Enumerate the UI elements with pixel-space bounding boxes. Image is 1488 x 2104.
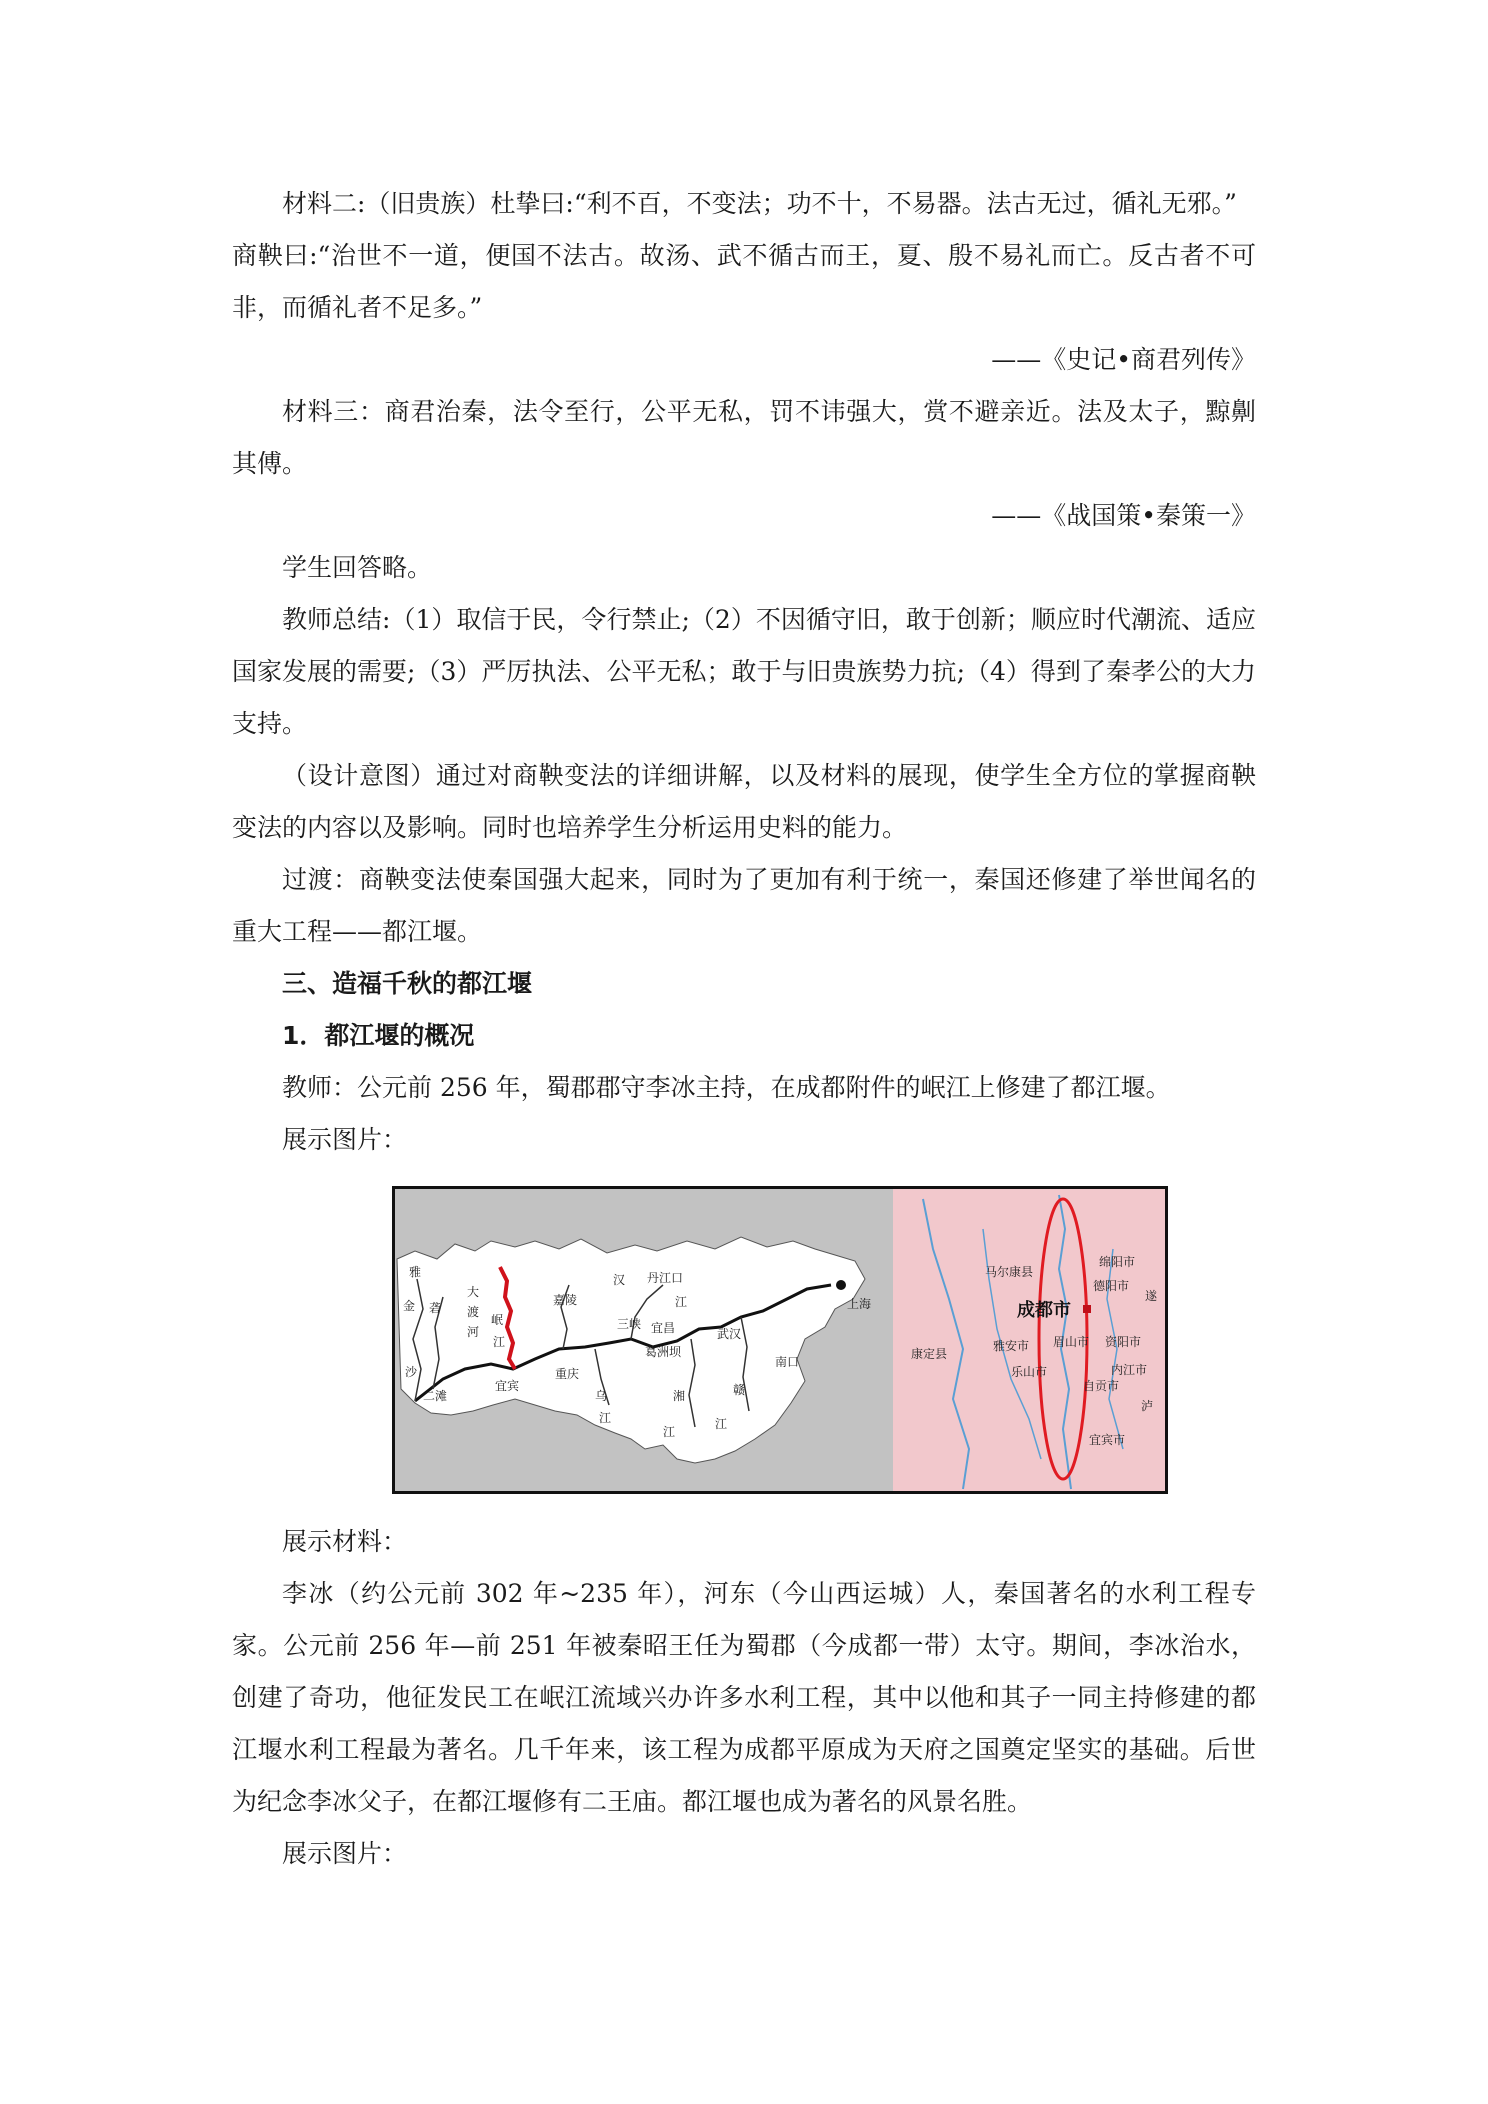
map-label-long: 砻 xyxy=(429,1301,442,1315)
sichuan-region-map xyxy=(893,1189,1165,1491)
teacher-summary: 教师总结:（1）取信于民，令行禁止;（2）不因循守旧，敢于创新；顺应时代潮流、适应国家发展的需要;（3）严厉执法、公平无私；敢于与旧贵族势力抗;（4）得到了秦孝公的大力支持。 xyxy=(232,605,1256,738)
map-label-wu-jiang: 江 xyxy=(599,1411,612,1425)
show-material-label: 展示材料： xyxy=(282,1527,408,1556)
estuary-marker xyxy=(836,1280,846,1290)
design-intent: （设计意图）通过对商鞅变法的详细讲解，以及材料的展现，使学生全方位的掌握商鞅变法的内容以及影响。同时也培养学生分析运用史料的能力。 xyxy=(232,761,1256,842)
map-label-jin: 金 xyxy=(403,1299,416,1313)
show-picture-label-2: 展示图片： xyxy=(282,1839,408,1868)
map-label-neijiang: 内江市 xyxy=(1111,1363,1148,1377)
map-label-zigong: 自贡市 xyxy=(1083,1379,1120,1393)
map-label-leshan: 乐山市 xyxy=(1011,1365,1048,1379)
student-answer: 学生回答略。 xyxy=(282,553,433,582)
yangtze-river-map xyxy=(395,1189,893,1491)
material-2-reply: 商鞅曰:“治世不一道，便国不法古。故汤、武不循古而王，夏、殷不易礼而亡。反古者不可非，而循礼者不足多。” xyxy=(232,241,1256,322)
map-label-da: 大 xyxy=(467,1285,480,1299)
map-label-sha: 沙 xyxy=(405,1365,418,1379)
map-label-he: 河 xyxy=(467,1325,480,1339)
map-label-ya: 雅 xyxy=(409,1265,422,1279)
map-label-deyang: 德阳市 xyxy=(1093,1279,1130,1293)
map-label-du: 渡 xyxy=(467,1305,480,1319)
sub-heading: 1．都江堰的概况 xyxy=(282,1021,475,1050)
transition: 过渡：商鞅变法使秦国强大起来，同时为了更加有利于统一，秦国还修建了举世闻名的重大工程——都江堰。 xyxy=(232,865,1256,946)
map-label-ziyang: 资阳市 xyxy=(1105,1335,1142,1349)
map-label-wu: 乌 xyxy=(595,1389,608,1403)
map-label-gezhouba: 葛洲坝 xyxy=(645,1345,682,1359)
map-label-jialing: 嘉陵 xyxy=(553,1293,578,1307)
map-label-jiang-han: 江 xyxy=(675,1295,688,1309)
source-citation-1: ——《史记•商君列传》 xyxy=(991,345,1256,374)
map-label-ertan: 二滩 xyxy=(423,1389,448,1403)
dujiangyan-map-figure xyxy=(392,1186,1168,1494)
map-label-han: 汉 xyxy=(613,1273,626,1287)
map-label-jiang-xiang: 江 xyxy=(663,1425,676,1439)
map-label-yibin: 宜宾 xyxy=(495,1379,520,1393)
map-label-chengdu: 成都市 xyxy=(1017,1300,1071,1321)
map-label-maerkang: 马尔康县 xyxy=(985,1265,1034,1279)
map-label-yaan: 雅安市 xyxy=(993,1339,1030,1353)
map-label-mianyang: 绵阳市 xyxy=(1099,1255,1136,1269)
map-label-yibin-city: 宜宾市 xyxy=(1089,1433,1126,1447)
map-label-xiang: 湘 xyxy=(673,1389,686,1403)
page-content xyxy=(232,178,1256,1880)
show-picture-label-1: 展示图片： xyxy=(282,1125,408,1154)
section-heading: 三、造福千秋的都江堰 xyxy=(282,969,533,998)
map-label-meishan: 眉山市 xyxy=(1053,1335,1090,1349)
yangtze-basin-svg xyxy=(395,1189,893,1491)
map-label-yichang: 宜昌 xyxy=(651,1321,676,1335)
map-label-jiang-gan: 江 xyxy=(715,1417,728,1431)
map-label-hukou: 南口 xyxy=(775,1355,800,1369)
li-bing-material: 李冰（约公元前 302 年~235 年），河东（今山西运城）人，秦国著名的水利工程专家。公元前 256 年—前 251 年被秦昭王任为蜀郡（今成都一带）太守。期间，李冰治水，创建了奇功，他征发民工在岷江流域兴办许多水利工程，其中以他和其子一同主持修建的都江堰水利工程最为著名。几千年来，该工程为成都平原成为天府之国奠定坚实的基础。后世为纪念李冰父子，在都江堰修有二王庙。都江堰也成为著名的风景名胜。 xyxy=(232,1579,1256,1816)
map-label-min: 岷 xyxy=(491,1313,504,1327)
chengdu-marker xyxy=(1083,1305,1091,1313)
map-label-lu: 泸 xyxy=(1141,1399,1154,1413)
teacher-line: 教师：公元前 256 年，蜀郡郡守李冰主持，在成都附件的岷江上修建了都江堰。 xyxy=(282,1073,1171,1102)
source-citation-2: ——《战国策•秦策一》 xyxy=(991,501,1256,530)
west-river-blue xyxy=(923,1199,969,1489)
map-label-kangding: 康定县 xyxy=(911,1347,948,1361)
material-2-quote: 材料二:（旧贵族）杜挚曰:“利不百，不变法；功不十，不易器。法古无过，循礼无邪。” xyxy=(282,189,1237,218)
map-label-sui: 遂 xyxy=(1145,1289,1158,1303)
map-label-min-jiang: 江 xyxy=(493,1335,506,1349)
material-3: 材料三：商君治秦，法令至行，公平无私，罚不讳强大，赏不避亲近。法及太子，黥劓其傅。 xyxy=(232,397,1256,478)
map-label-shanghai: 上海 xyxy=(847,1297,872,1311)
map-label-gan: 赣 xyxy=(733,1383,746,1397)
map-label-sanxia: 三峡 xyxy=(617,1317,642,1331)
map-label-chongqing: 重庆 xyxy=(555,1367,580,1381)
basin-shape xyxy=(397,1237,865,1463)
map-label-wuhan: 武汉 xyxy=(717,1327,742,1341)
map-label-danjiangkou: 丹江口 xyxy=(647,1271,684,1285)
